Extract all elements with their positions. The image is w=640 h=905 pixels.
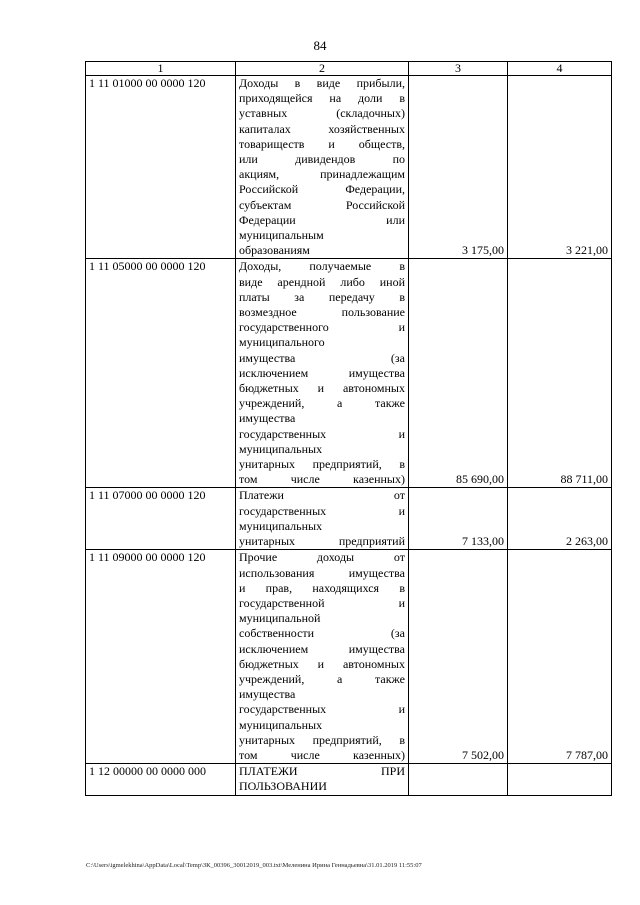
revenue-name-line: муниципальных <box>239 441 323 456</box>
revenue-name-line: государственной и <box>239 595 405 610</box>
column-header: 4 <box>508 62 612 76</box>
budget-code-cell: 1 11 05000 00 0000 120 <box>86 259 236 488</box>
revenue-name-line: унитарных предприятий, в <box>239 457 405 472</box>
revenue-name-line: муниципальным <box>239 228 324 243</box>
revenue-name-line: государственных и <box>239 426 405 441</box>
budget-code-cell: 1 11 01000 00 0000 120 <box>86 76 236 259</box>
revenue-name-line: Федерации или <box>239 212 405 227</box>
table-row <box>86 76 612 259</box>
revenue-name-line: капиталах хозяйственных <box>239 121 405 136</box>
amount-column-3-cell: 3 175,00 <box>409 76 508 259</box>
revenue-name-cell <box>236 76 409 259</box>
revenue-name-line: виде арендной либо иной <box>239 274 405 289</box>
revenue-name-line: возмездное пользование <box>239 305 405 320</box>
revenue-name-cell <box>236 764 409 795</box>
revenue-name-line: муниципальных <box>239 518 323 533</box>
budget-table <box>85 61 612 796</box>
revenue-name-line: товариществ и обществ, <box>239 136 405 151</box>
table-row <box>86 550 612 764</box>
amount-column-3-cell <box>409 764 508 795</box>
amount-column-3-cell: 85 690,00 <box>409 259 508 488</box>
table-row <box>86 764 612 795</box>
revenue-name-line: платы за передачу в <box>239 289 405 304</box>
column-header: 2 <box>236 62 409 76</box>
revenue-name-line: образованиям <box>239 243 310 258</box>
revenue-name-line: унитарных предприятий <box>239 534 405 549</box>
revenue-name-line: и прав, находящихся в <box>239 580 405 595</box>
amount-column-3-cell: 7 502,00 <box>409 550 508 764</box>
revenue-name-line: муниципального <box>239 335 325 350</box>
revenue-name-cell <box>236 259 409 488</box>
page-number: 84 <box>313 38 327 53</box>
revenue-name-line: использования имущества <box>239 565 405 580</box>
revenue-name-line: собственности (за <box>239 626 405 641</box>
amount-column-4-cell: 88 711,00 <box>508 259 612 488</box>
revenue-name-cell <box>236 550 409 764</box>
revenue-name-line: учреждений, а также <box>239 396 405 411</box>
revenue-name-line: акциям, принадлежащим <box>239 167 405 182</box>
amount-column-3-cell: 7 133,00 <box>409 488 508 550</box>
revenue-name-line: Доходы, получаемые в <box>239 259 405 274</box>
revenue-name-line: ПЛАТЕЖИ ПРИ <box>239 764 405 779</box>
table-row <box>86 259 612 488</box>
amount-column-4-cell: 7 787,00 <box>508 550 612 764</box>
revenue-name-line: учреждений, а также <box>239 671 405 686</box>
revenue-name-line: имущества (за <box>239 350 405 365</box>
revenue-name-line: ПОЛЬЗОВАНИИ <box>239 779 327 794</box>
revenue-name-line: Прочие доходы от <box>239 550 405 565</box>
revenue-name-line: муниципальной <box>239 611 321 626</box>
amount-column-4-cell: 2 263,00 <box>508 488 612 550</box>
revenue-name-line: имущества <box>239 687 296 702</box>
revenue-name-line: исключением имущества <box>239 365 405 380</box>
revenue-name-line: государственных и <box>239 503 405 518</box>
budget-code-cell: 1 12 00000 00 0000 000 <box>86 764 236 795</box>
table-header-row <box>86 62 612 76</box>
table-row <box>86 488 612 550</box>
revenue-name-line: том числе казенных) <box>239 472 405 487</box>
file-path-footer: C:\Users\igmelekhina\AppData\Local\Temp\ЗК_00396_30012019_003.txt\Меленина Ирина Геннадьевна\31.01.2019 11:55:07 <box>86 862 422 869</box>
revenue-name-line: Платежи от <box>239 488 405 503</box>
column-header: 1 <box>86 62 236 76</box>
revenue-name-line: или дивидендов по <box>239 152 405 167</box>
revenue-name-line: субъектам Российской <box>239 197 405 212</box>
revenue-name-line: имущества <box>239 411 296 426</box>
column-header: 3 <box>409 62 508 76</box>
revenue-name-cell <box>236 488 409 550</box>
budget-code-cell: 1 11 07000 00 0000 120 <box>86 488 236 550</box>
revenue-name-line: Доходы в виде прибыли, <box>239 76 405 90</box>
revenue-name-line: исключением имущества <box>239 641 405 656</box>
amount-column-4-cell <box>508 764 612 795</box>
revenue-name-line: государственного и <box>239 320 405 335</box>
revenue-name-line: том числе казенных) <box>239 747 405 762</box>
revenue-name-line: Российской Федерации, <box>239 182 405 197</box>
revenue-name-line: уставных (складочных) <box>239 106 405 121</box>
revenue-name-line: бюджетных и автономных <box>239 656 405 671</box>
amount-column-4-cell: 3 221,00 <box>508 76 612 259</box>
revenue-name-line: унитарных предприятий, в <box>239 732 405 747</box>
budget-code-cell: 1 11 09000 00 0000 120 <box>86 550 236 764</box>
revenue-name-line: приходящейся на доли в <box>239 91 405 106</box>
revenue-name-line: бюджетных и автономных <box>239 381 405 396</box>
revenue-name-line: государственных и <box>239 702 405 717</box>
revenue-name-line: муниципальных <box>239 717 323 732</box>
